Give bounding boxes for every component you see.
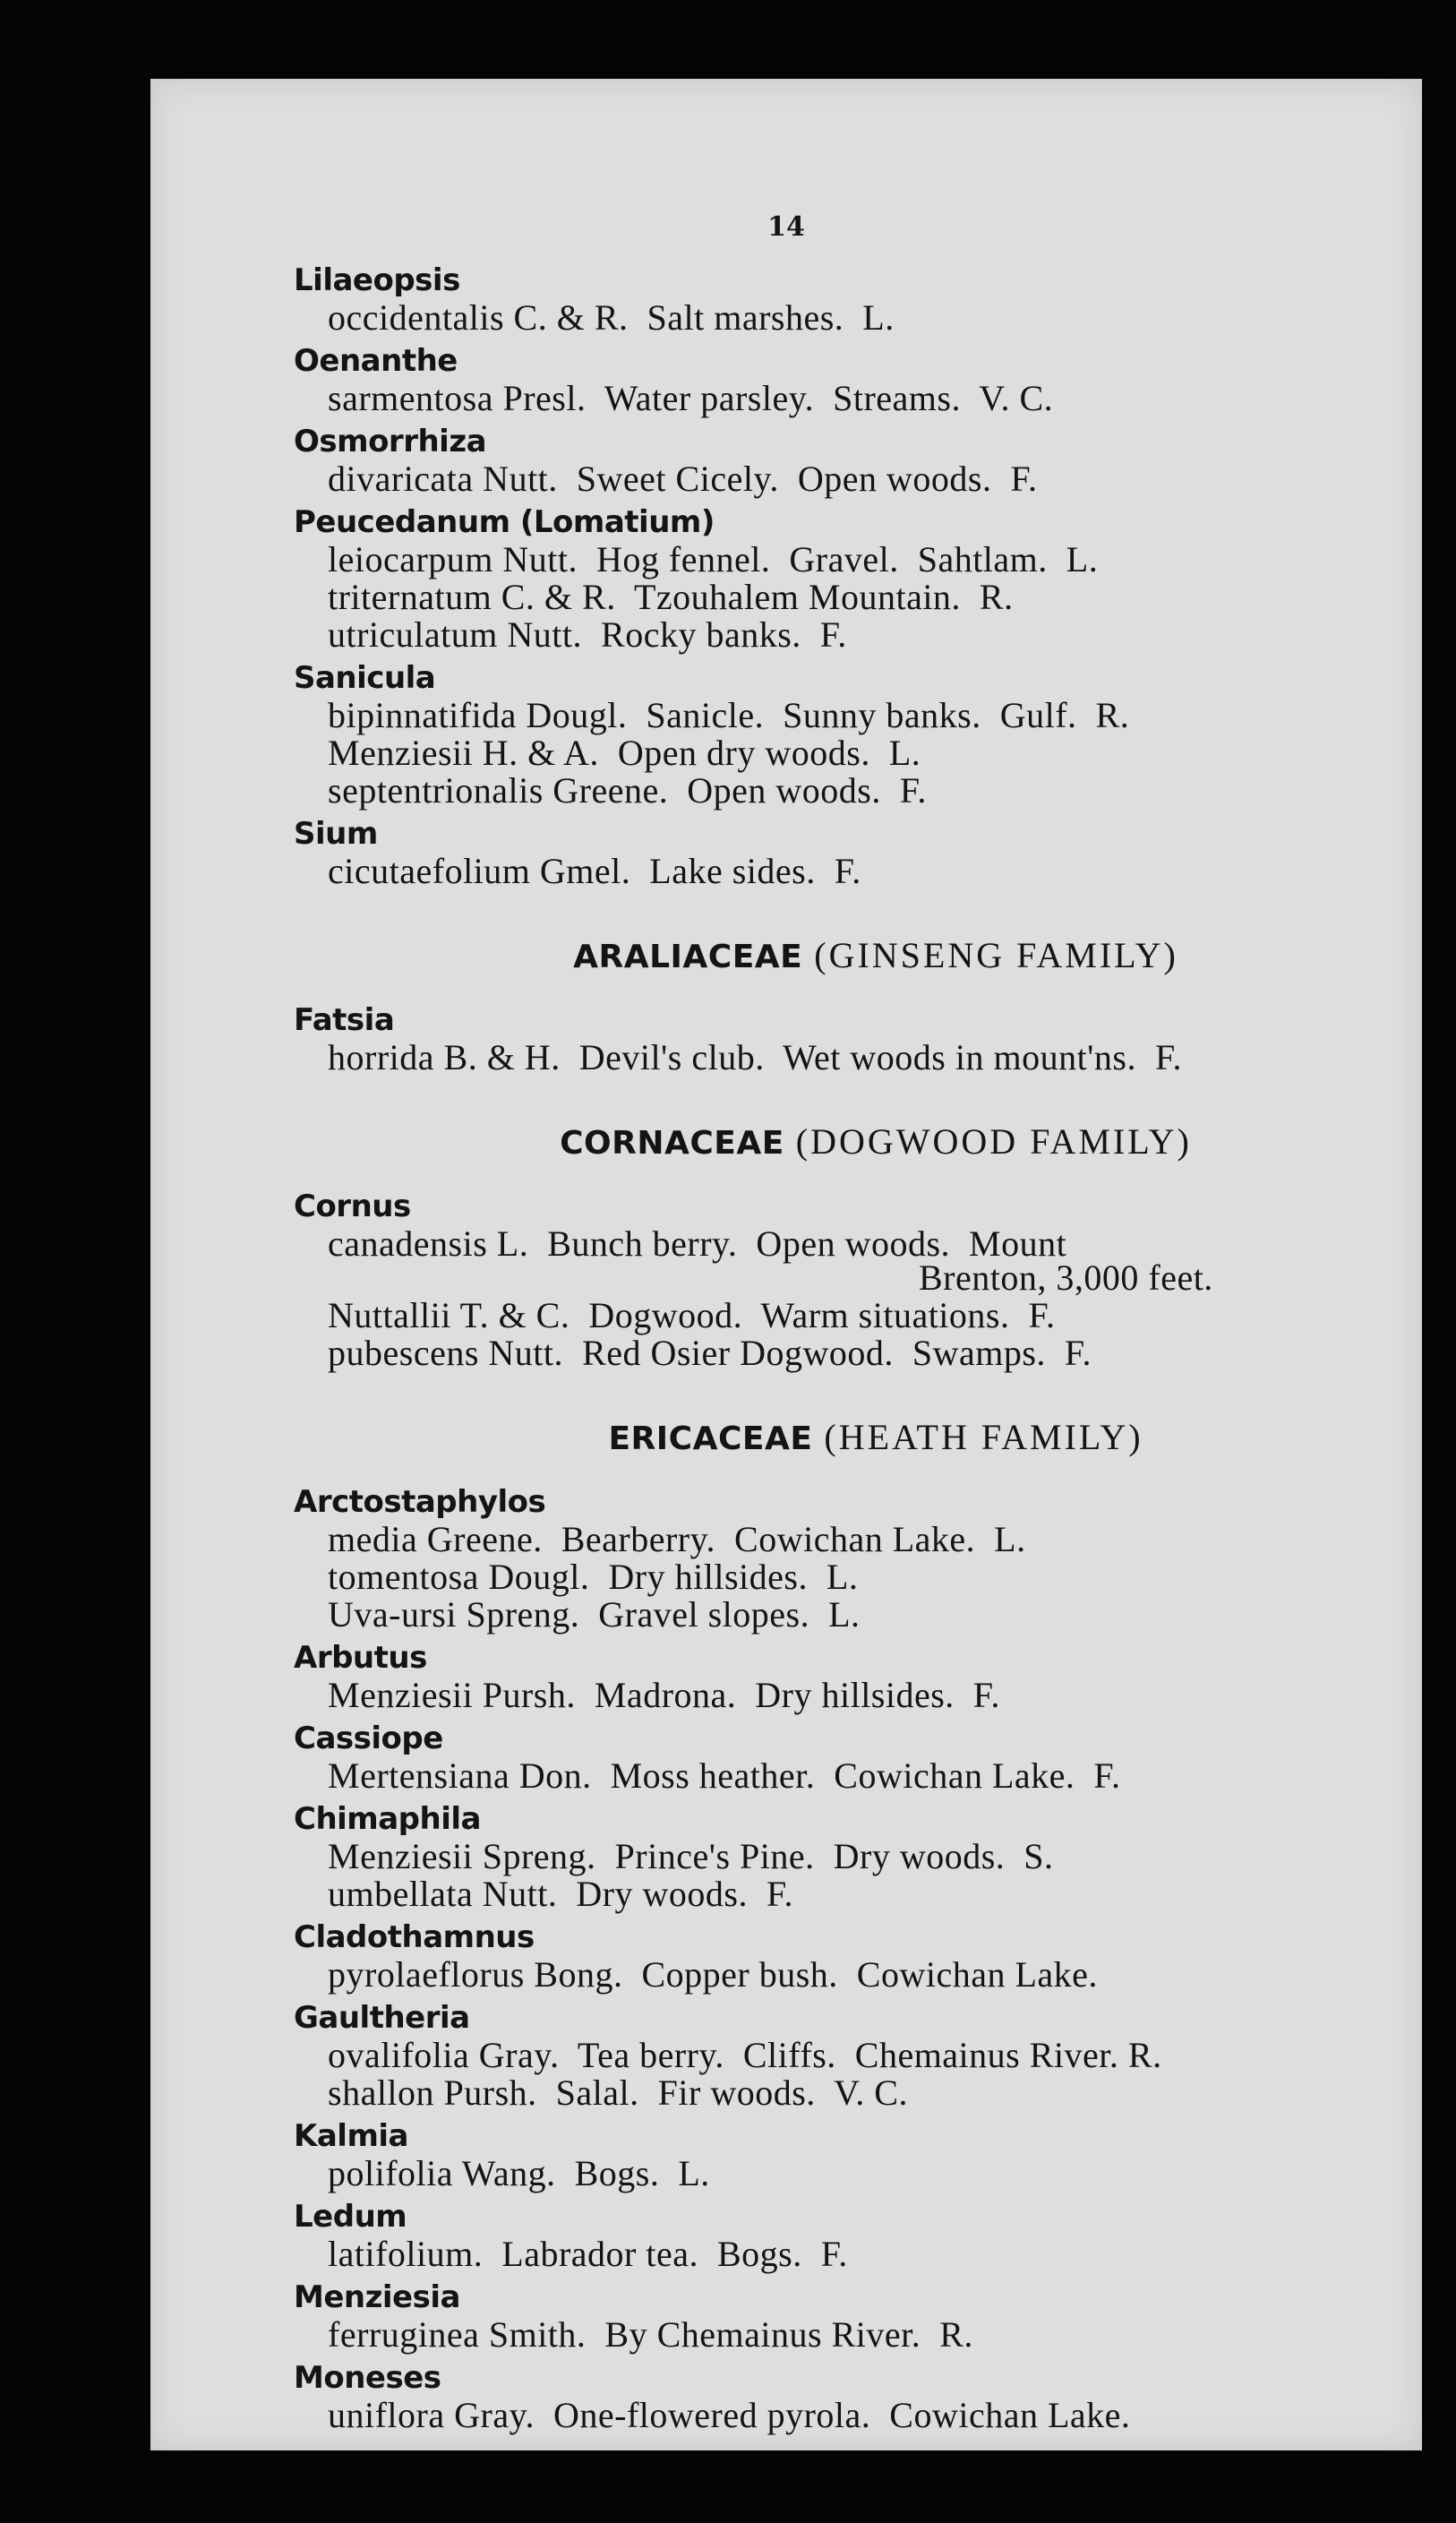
genus-name: Sium bbox=[294, 816, 378, 852]
genus-name: Arbutus bbox=[294, 1640, 427, 1676]
genus-entry bbox=[294, 1999, 1456, 2112]
genus-entry bbox=[294, 262, 1456, 337]
family-name: ERICACEAE bbox=[608, 1420, 813, 1457]
genus-entry bbox=[294, 423, 1456, 498]
species-line: uniflora Gray. One-flowered pyrola. Cowichan Lake. bbox=[328, 2395, 1131, 2435]
species-list bbox=[294, 262, 1456, 2440]
family-name: CORNACEAE bbox=[560, 1125, 784, 1162]
genus-entry bbox=[294, 2198, 1456, 2273]
species-line: pyrolaeflorus Bong. Copper bush. Cowichan Lake. bbox=[328, 1954, 1098, 1995]
species-line: Menziesii Pursh. Madrona. Dry hillsides. F. bbox=[328, 1675, 1000, 1715]
family-heading bbox=[294, 1417, 1456, 1460]
genus-entry bbox=[294, 2117, 1456, 2193]
species-line: pubescens Nutt. Red Osier Dogwood. Swamps. F. bbox=[328, 1333, 1092, 1373]
genus-entry bbox=[294, 1918, 1456, 1994]
species-line: bipinnatifida Dougl. Sanicle. Sunny banks. Gulf. R. bbox=[328, 695, 1130, 735]
genus-entry bbox=[294, 1483, 1456, 1634]
species-line: Menziesii H. & A. Open dry woods. L. bbox=[328, 733, 921, 773]
genus-entry bbox=[294, 1720, 1456, 1795]
family-common-name: (DOGWOOD FAMILY) bbox=[784, 1121, 1192, 1162]
genus-name: Cladothamnus bbox=[294, 1919, 535, 1955]
species-line: occidentalis C. & R. Salt marshes. L. bbox=[328, 297, 895, 338]
species-line: Uva-ursi Spreng. Gravel slopes. L. bbox=[328, 1594, 861, 1635]
genus-entry bbox=[294, 1800, 1456, 1913]
genus-name: Kalmia bbox=[294, 2118, 408, 2154]
genus-entry bbox=[294, 2278, 1456, 2354]
genus-name: Ledum bbox=[294, 2199, 407, 2235]
genus-name: Arctostaphylos bbox=[294, 1484, 546, 1520]
species-line: media Greene. Bearberry. Cowichan Lake. L. bbox=[328, 1519, 1026, 1559]
book-page bbox=[150, 79, 1422, 2450]
genus-entry bbox=[294, 1001, 1456, 1077]
family-heading bbox=[294, 1121, 1456, 1164]
species-line: triternatum C. & R. Tzouhalem Mountain. R. bbox=[328, 577, 1014, 617]
page-number: 14 bbox=[767, 211, 805, 243]
species-line: divaricata Nutt. Sweet Cicely. Open woods. F. bbox=[328, 459, 1038, 499]
family-common-name: (GINSENG FAMILY) bbox=[802, 935, 1178, 975]
genus-name: Cornus bbox=[294, 1189, 411, 1224]
genus-name: Gaultheria bbox=[294, 2000, 470, 2036]
species-line: shallon Pursh. Salal. Fir woods. V. C. bbox=[328, 2072, 908, 2113]
species-line: Menziesii Spreng. Prince's Pine. Dry woods. S. bbox=[328, 1836, 1054, 1876]
species-line: umbellata Nutt. Dry woods. F. bbox=[328, 1874, 794, 1914]
genus-name: Chimaphila bbox=[294, 1801, 481, 1837]
genus-name: Oenanthe bbox=[294, 343, 458, 379]
species-line: Brenton, 3,000 feet. bbox=[919, 1257, 1213, 1298]
genus-entry bbox=[294, 2359, 1456, 2434]
family-name: ARALIACEAE bbox=[573, 939, 803, 975]
genus-name: Cassiope bbox=[294, 1721, 443, 1756]
genus-entry bbox=[294, 503, 1456, 654]
family-heading bbox=[294, 935, 1456, 978]
genus-name: Menziesia bbox=[294, 2279, 460, 2315]
species-line: tomentosa Dougl. Dry hillsides. L. bbox=[328, 1557, 859, 1597]
family-common-name: (HEATH FAMILY) bbox=[812, 1417, 1143, 1457]
genus-entry bbox=[294, 342, 1456, 417]
genus-name: Lilaeopsis bbox=[294, 262, 460, 298]
species-line: utriculatum Nutt. Rocky banks. F. bbox=[328, 614, 847, 655]
genus-entry bbox=[294, 659, 1456, 810]
species-line: ferruginea Smith. By Chemainus River. R. bbox=[328, 2314, 973, 2355]
genus-name: Peucedanum (Lomatium) bbox=[294, 504, 715, 540]
genus-name: Sanicula bbox=[294, 660, 436, 696]
species-line: Mertensiana Don. Moss heather. Cowichan Lake. F. bbox=[328, 1755, 1121, 1796]
species-line: septentrionalis Greene. Open woods. F. bbox=[328, 770, 927, 811]
species-line: ovalifolia Gray. Tea berry. Cliffs. Chemainus River. R. bbox=[328, 2035, 1162, 2075]
genus-entry bbox=[294, 1188, 1456, 1372]
genus-name: Osmorrhiza bbox=[294, 424, 487, 459]
species-line: horrida B. & H. Devil's club. Wet woods in mount'ns. F. bbox=[328, 1037, 1182, 1077]
species-line: leiocarpum Nutt. Hog fennel. Gravel. Sahtlam. L. bbox=[328, 539, 1099, 579]
genus-entry bbox=[294, 1639, 1456, 1714]
species-line: polifolia Wang. Bogs. L. bbox=[328, 2153, 710, 2193]
genus-entry bbox=[294, 815, 1456, 890]
genus-name: Moneses bbox=[294, 2360, 441, 2396]
species-line: cicutaefolium Gmel. Lake sides. F. bbox=[328, 851, 861, 891]
genus-name: Fatsia bbox=[294, 1002, 395, 1038]
species-line: sarmentosa Presl. Water parsley. Streams. V. C. bbox=[328, 378, 1054, 418]
species-line: canadensis L. Bunch berry. Open woods. Mount bbox=[328, 1223, 1067, 1264]
species-line: Nuttallii T. & C. Dogwood. Warm situations. F. bbox=[328, 1295, 1056, 1335]
species-line: latifolium. Labrador tea. Bogs. F. bbox=[328, 2234, 848, 2274]
